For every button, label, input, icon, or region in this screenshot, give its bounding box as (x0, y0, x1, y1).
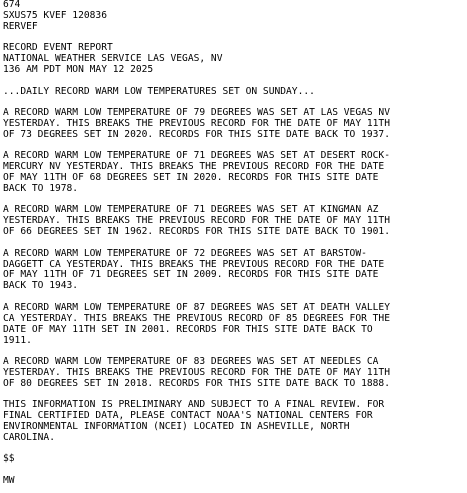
record-line: CA YESTERDAY. THIS BREAKS THE PREVIOUS RECORD OF 85 DEGREES FOR THE (3, 312, 390, 324)
record-line: MERCURY NV YESTERDAY. THIS BREAKS THE PREVIOUS RECORD FOR THE DATE (3, 161, 385, 173)
forecaster-initials: MW (3, 474, 15, 486)
blank-line (3, 444, 467, 455)
awips-id: RERVEF (3, 20, 38, 32)
blank-line (3, 465, 467, 476)
product-number: 674 (3, 0, 21, 10)
disclaimer-line: CAROLINA. (3, 431, 55, 443)
record-line: OF 80 DEGREES SET IN 2018. RECORDS FOR THIS SITE DATE BACK TO 1888. (3, 377, 390, 389)
record-line: YESTERDAY. THIS BREAKS THE PREVIOUS RECORD FOR THE DATE OF MAY 11TH (3, 117, 390, 129)
record-paragraph-death-valley (3, 303, 467, 347)
disclaimer-line: THIS INFORMATION IS PRELIMINARY AND SUBJECT TO A FINAL REVIEW. FOR (3, 399, 385, 411)
record-line: YESTERDAY. THIS BREAKS THE PREVIOUS RECORD FOR THE DATE OF MAY 11TH (3, 366, 390, 378)
record-line: A RECORD WARM LOW TEMPERATURE OF 83 DEGREES WAS SET AT NEEDLES CA (3, 356, 379, 368)
product-terminator: $$ (3, 453, 15, 465)
record-line: YESTERDAY. THIS BREAKS THE PREVIOUS RECORD FOR THE DATE OF MAY 11TH (3, 215, 390, 227)
record-paragraph-needles (3, 357, 467, 390)
disclaimer-paragraph (3, 400, 467, 444)
blank-line (3, 76, 467, 87)
record-line: BACK TO 1943. (3, 280, 79, 292)
record-line: A RECORD WARM LOW TEMPERATURE OF 71 DEGREES WAS SET AT KINGMAN AZ (3, 204, 379, 216)
issue-time: 136 AM PDT MON MAY 12 2025 (3, 64, 154, 76)
record-paragraph-las-vegas (3, 108, 467, 141)
record-paragraph-desert-rock (3, 151, 467, 195)
record-line: 1911. (3, 334, 32, 346)
record-line: DATE OF MAY 11TH SET IN 2001. RECORDS FOR THIS SITE DATE BACK TO (3, 323, 373, 335)
product-title: RECORD EVENT REPORT (3, 42, 113, 54)
record-line: A RECORD WARM LOW TEMPERATURE OF 79 DEGREES WAS SET AT LAS VEGAS NV (3, 107, 390, 119)
record-line: OF 66 DEGREES SET IN 1962. RECORDS FOR THIS SITE DATE BACK TO 1901. (3, 226, 390, 238)
headline: ...DAILY RECORD WARM LOW TEMPERATURES SET ON SUNDAY... (3, 85, 315, 97)
record-paragraph-kingman (3, 205, 467, 238)
disclaimer-line: ENVIRONMENTAL INFORMATION (NCEI) LOCATED IN ASHEVILLE, NORTH (3, 421, 350, 433)
record-line: DAGGETT CA YESTERDAY. THIS BREAKS THE PREVIOUS RECORD FOR THE DATE (3, 258, 385, 270)
issuing-office: NATIONAL WEATHER SERVICE LAS VEGAS, NV (3, 53, 223, 65)
record-line: OF MAY 11TH OF 71 DEGREES SET IN 2009. RECORDS FOR THIS SITE DATE (3, 269, 379, 281)
record-line: OF 73 DEGREES SET IN 2020. RECORDS FOR THIS SITE DATE BACK TO 1937. (3, 128, 390, 140)
record-line: A RECORD WARM LOW TEMPERATURE OF 71 DEGREES WAS SET AT DESERT ROCK- (3, 150, 390, 162)
disclaimer-line: FINAL CERTIFIED DATA, PLEASE CONTACT NOAA'S NATIONAL CENTERS FOR (3, 410, 373, 422)
wmo-header: SXUS75 KVEF 120836 (3, 9, 107, 21)
record-line: OF MAY 11TH OF 68 DEGREES SET IN 2020. RECORDS FOR THIS SITE DATE (3, 172, 379, 184)
record-paragraph-barstow-daggett (3, 249, 467, 293)
record-line: BACK TO 1978. (3, 182, 79, 194)
record-line: A RECORD WARM LOW TEMPERATURE OF 87 DEGREES WAS SET AT DEATH VALLEY (3, 301, 390, 313)
record-line: A RECORD WARM LOW TEMPERATURE OF 72 DEGREES WAS SET AT BARSTOW- (3, 247, 367, 259)
